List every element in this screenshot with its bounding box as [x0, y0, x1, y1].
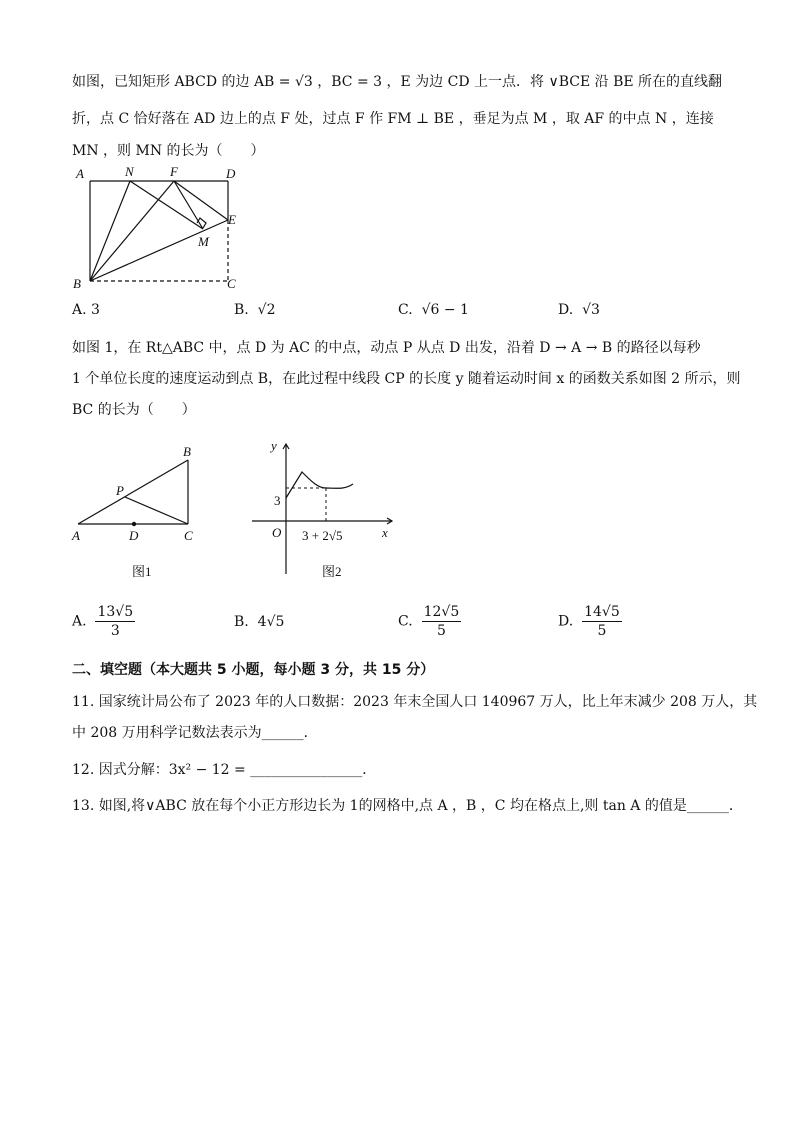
fig1-label-D: D [129, 528, 139, 543]
q10-figure2 [246, 432, 406, 582]
edge-FM [174, 181, 203, 229]
q9-figure [70, 162, 240, 294]
q9-line3: MN ，则 MN 的长为（ ） [72, 143, 265, 159]
fig1-label-A: A [72, 528, 80, 543]
q9-option-d: D. √3 [558, 302, 600, 318]
q10-line2: 1 个单位长度的速度运动到点 B，在此过程中线段 CP 的长度 y 随着运动时间 x 的函数关系如图 2 所示，则 [72, 371, 741, 387]
fig2-label-3: 3 [274, 493, 281, 508]
q9-line2: 折，点 C 恰好落在 AD 边上的点 F 处，过点 F 作 FM ⊥ BE ，垂足为点 M ，取 AF 的中点 N ，连接 [72, 111, 714, 127]
label-N: N [125, 164, 134, 179]
section-2-heading: 二、填空题（本大题共 5 小题，每小题 3 分，共 15 分） [72, 662, 435, 678]
edge-NM [130, 181, 203, 229]
edge-FE [174, 181, 228, 220]
q10-line1: 如图 1，在 Rt△ABC 中，点 D 为 AC 的中点，动点 P 从点 D 出发，沿着 D → A → B 的路径以每秒 [72, 340, 701, 356]
fig1-caption: 图1 [132, 564, 152, 579]
label-A: A [76, 166, 84, 181]
q10-option-a: A. $\frac{13√5}{3}$ [72, 604, 134, 639]
point-D [132, 522, 136, 526]
fig2-xtick: 3 + 2√5 [302, 528, 343, 543]
label-B: B [73, 276, 81, 291]
fig1-label-C: C [184, 528, 193, 543]
q9-option-b: B. √2 [234, 302, 276, 318]
q13: 13. 如图,将∨ABC 放在每个小正方形边长为 1的网格中,点 A ，B ，C 均在格点上,则 tan A 的值是______． [72, 798, 743, 814]
q9-option-a: A. 3 [72, 302, 100, 318]
fig1-label-P: P [116, 483, 124, 498]
function-curve [286, 472, 353, 498]
q9-option-c: C. √6 − 1 [398, 302, 469, 318]
q11-line2: 中 208 万用科学记数法表示为______． [72, 725, 318, 741]
q12: 12. 因式分解：3x² − 12 = ________________． [72, 762, 377, 778]
q10-option-c: C. $\frac{12√5}{5}$ [398, 604, 460, 639]
edge-BF [90, 181, 174, 281]
q10-line3: BC 的长为（ ） [72, 402, 196, 418]
fig1-label-B: B [183, 444, 191, 459]
label-D: D [226, 166, 236, 181]
segment-PC [125, 497, 188, 524]
label-E: E [228, 212, 236, 227]
fig2-caption: 图2 [322, 564, 342, 579]
q9-line1: 如图，已知矩形 ABCD 的边 AB = √3 ，BC = 3 ，E 为边 CD 上一点．将 ∨BCE 沿 BE 所在的直线翻 [72, 74, 723, 90]
label-F: F [170, 164, 178, 179]
label-C: C [227, 276, 236, 291]
q10-option-b: B. 4√5 [234, 614, 285, 630]
fig2-label-O: O [272, 525, 282, 540]
q11-line1: 11. 国家统计局公布了 2023 年的人口数据：2023 年末全国人口 140967 万人，比上年末减少 208 万人，其 [72, 694, 758, 710]
label-M: M [198, 234, 209, 249]
fig2-label-y: y [271, 438, 277, 453]
fig2-label-x: x [382, 525, 388, 540]
q10-figure1 [66, 440, 216, 582]
q10-option-d: D. $\frac{14√5}{5}$ [558, 604, 620, 639]
edge-AB [78, 460, 188, 524]
